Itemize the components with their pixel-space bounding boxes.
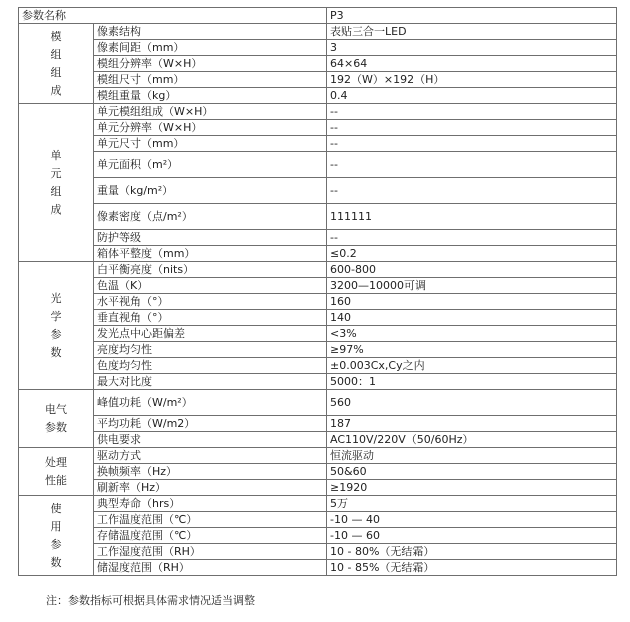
param-value: 10 - 85%（无结霜） [327,560,617,576]
param-name: 存储温度范围（℃） [94,528,327,544]
param-value: 5万 [327,496,617,512]
param-value: -- [327,152,617,178]
table-row [19,358,617,374]
param-name: 工作湿度范围（RH） [94,544,327,560]
table-row [19,480,617,496]
table-row [19,262,617,278]
param-name: 发光点中心距偏差 [94,326,327,342]
param-name: 色度均匀性 [94,358,327,374]
param-value: 140 [327,310,617,326]
header-label: 参数名称 [19,8,327,24]
table-row [19,310,617,326]
table-row [19,432,617,448]
param-name: 水平视角（°） [94,294,327,310]
param-value: 5000：1 [327,374,617,390]
param-name: 驱动方式 [94,448,327,464]
group-label [19,390,94,448]
group-label [19,104,94,262]
group-name: 使用参数 [50,501,62,569]
param-name: 色温（K） [94,278,327,294]
param-value: ≤0.2 [327,246,617,262]
param-value: ≥1920 [327,480,617,496]
header-value: P3 [327,8,617,24]
table-row [19,104,617,120]
table-row [19,496,617,512]
table-row [19,88,617,104]
param-value: 560 [327,390,617,416]
param-value: -- [327,136,617,152]
param-name: 垂直视角（°） [94,310,327,326]
table-row [19,448,617,464]
param-value: 10 - 80%（无结霜） [327,544,617,560]
param-name: 刷新率（Hz） [94,480,327,496]
footnote: 注：参数指标可根据具体需求情况适当调整 [46,594,255,607]
param-value: 600-800 [327,262,617,278]
group-label [19,496,94,576]
table-row [19,40,617,56]
table-row [19,230,617,246]
param-name: 单元分辨率（W×H） [94,120,327,136]
table-row [19,152,617,178]
param-value: 3 [327,40,617,56]
table-row [19,528,617,544]
param-name: 单元面积（m²） [94,152,327,178]
group-label [19,24,94,104]
header-row [19,8,617,24]
param-name: 模组重量（kg） [94,88,327,104]
param-name: 工作温度范围（℃） [94,512,327,528]
group-name: 处理性能 [45,455,67,487]
param-value: -- [327,104,617,120]
param-name: 像素结构 [94,24,327,40]
param-name: 单元尺寸（mm） [94,136,327,152]
table-row [19,56,617,72]
param-name: 重量（kg/m²） [94,178,327,204]
table-row [19,120,617,136]
param-value: 表贴三合一LED [327,24,617,40]
param-name: 模组尺寸（mm） [94,72,327,88]
group-label [19,262,94,390]
table-row [19,342,617,358]
param-value: 0.4 [327,88,617,104]
param-name: 防护等级 [94,230,327,246]
table-row [19,294,617,310]
param-name: 单元模组组成（W×H） [94,104,327,120]
param-value: ≥97% [327,342,617,358]
group-name: 电气参数 [45,402,67,434]
table-row [19,204,617,230]
param-name: 亮度均匀性 [94,342,327,358]
param-name: 储湿度范围（RH） [94,560,327,576]
table-row [19,326,617,342]
param-value: 192（W）×192（H） [327,72,617,88]
param-value: 160 [327,294,617,310]
param-name: 箱体平整度（mm） [94,246,327,262]
param-value: 恒流驱动 [327,448,617,464]
param-value: -- [327,230,617,246]
table-row [19,24,617,40]
group-name: 模组组成 [50,29,62,97]
param-name: 像素密度（点/m²） [94,204,327,230]
param-name: 峰值功耗（W/m²） [94,390,327,416]
table-row [19,390,617,416]
table-row [19,136,617,152]
table-row [19,178,617,204]
table-row [19,544,617,560]
param-name: 最大对比度 [94,374,327,390]
table-row [19,374,617,390]
param-name: 换帧频率（Hz） [94,464,327,480]
param-value: 50&60 [327,464,617,480]
param-value: -- [327,120,617,136]
param-value: 187 [327,416,617,432]
param-value: ±0.003Cx,Cy之内 [327,358,617,374]
param-name: 典型寿命（hrs） [94,496,327,512]
param-value: -- [327,178,617,204]
param-value: 64×64 [327,56,617,72]
param-name: 模组分辨率（W×H） [94,56,327,72]
table-row [19,512,617,528]
group-name: 单元组成 [50,148,62,216]
group-label [19,448,94,496]
param-value: 3200—10000可调 [327,278,617,294]
param-value: <3% [327,326,617,342]
param-name: 供电要求 [94,432,327,448]
table-row [19,72,617,88]
param-name: 像素间距（mm） [94,40,327,56]
table-row [19,416,617,432]
table-row [19,246,617,262]
param-value: -10 — 60 [327,528,617,544]
table-row [19,560,617,576]
spec-table [18,7,617,576]
param-value: 111111 [327,204,617,230]
table-row [19,464,617,480]
group-name: 光学参数 [50,291,62,359]
param-value: -10 — 40 [327,512,617,528]
param-name: 平均功耗（W/m2） [94,416,327,432]
param-value: AC110V/220V（50/60Hz） [327,432,617,448]
table-row [19,278,617,294]
param-name: 白平衡亮度（nits） [94,262,327,278]
